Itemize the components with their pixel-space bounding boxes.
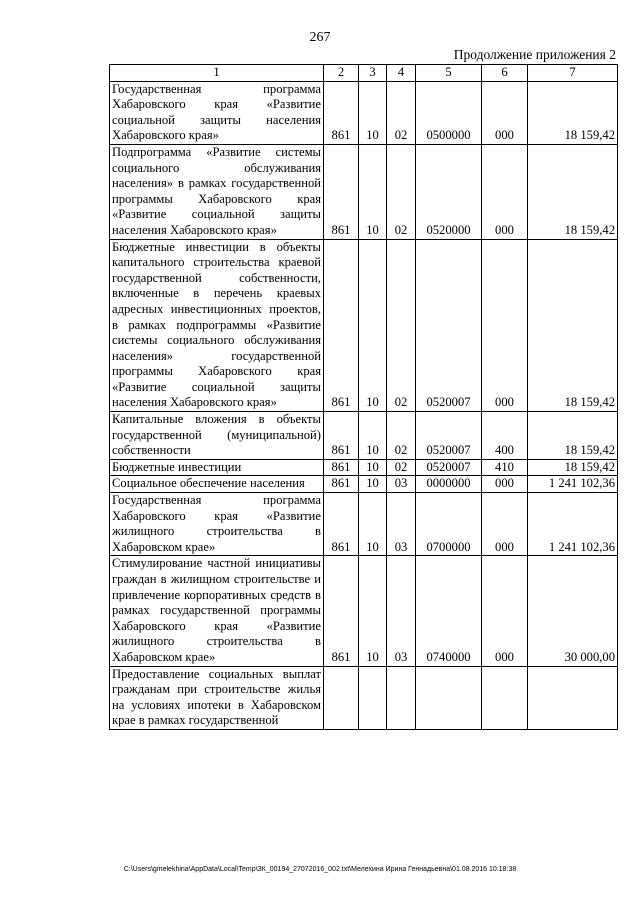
row-subsection-cell: 02 [387,144,416,239]
column-header: 3 [359,65,387,82]
table-row [110,493,618,556]
row-name-cell: Подпрограмма «Развитие системы социального обслуживания населения» в рамках государственной программы Хабаровского края «Развитие социальной защиты населения Хабаровского края» [110,144,324,239]
row-amount-cell: 30 000,00 [528,556,618,666]
row-amount-cell [528,666,618,729]
table-row [110,666,618,729]
row-grbs-cell: 861 [324,493,359,556]
row-section-cell: 10 [359,81,387,144]
row-amount-cell: 18 159,42 [528,412,618,460]
row-name-cell: Государственная программа Хабаровского края «Развитие жилищного строительства в Хабаровском крае» [110,493,324,556]
page-number: 267 [309,30,331,45]
row-subsection-cell [387,666,416,729]
column-header: 7 [528,65,618,82]
row-expense-type-cell: 000 [482,81,528,144]
row-expense-type-cell: 000 [482,556,528,666]
row-expense-type-cell: 000 [482,239,528,412]
row-amount-cell: 18 159,42 [528,239,618,412]
table-row [110,459,618,476]
table-row [110,412,618,460]
row-target-article-cell [416,666,482,729]
row-amount-cell: 18 159,42 [528,81,618,144]
table-row [110,81,618,144]
column-header: 5 [416,65,482,82]
row-section-cell: 10 [359,459,387,476]
row-expense-type-cell: 400 [482,412,528,460]
row-section-cell: 10 [359,412,387,460]
row-grbs-cell: 861 [324,239,359,412]
row-subsection-cell: 02 [387,412,416,460]
column-header: 4 [387,65,416,82]
row-section-cell: 10 [359,493,387,556]
row-section-cell: 10 [359,239,387,412]
row-section-cell: 10 [359,556,387,666]
row-grbs-cell: 861 [324,476,359,493]
budget-table [109,64,618,730]
row-amount-cell: 1 241 102,36 [528,476,618,493]
row-target-article-cell: 0700000 [416,493,482,556]
row-name-cell: Капитальные вложения в объекты государственной (муниципальной) собственности [110,412,324,460]
row-name-cell: Предоставление социальных выплат гражданам при строительстве жилья на условиях ипотеки в Хабаровском крае в рамках государственной [110,666,324,729]
row-grbs-cell: 861 [324,144,359,239]
row-amount-cell: 18 159,42 [528,459,618,476]
row-subsection-cell: 02 [387,459,416,476]
row-subsection-cell: 03 [387,556,416,666]
row-grbs-cell: 861 [324,556,359,666]
row-expense-type-cell [482,666,528,729]
table-row [110,239,618,412]
row-grbs-cell: 861 [324,459,359,476]
row-amount-cell: 1 241 102,36 [528,493,618,556]
row-name-cell: Бюджетные инвестиции в объекты капитального строительства краевой государственной собственности, включенные в перечень краевых адресных инвестиционных проектов, в рамках подпрограммы «Развитие системы социального обслуживания населения» государственной программы Хабаровского края «Развитие социальной защиты населения Хабаровского края» [110,239,324,412]
row-name-cell: Государственная программа Хабаровского края «Развитие социальной защиты населения Хабаровского края» [110,81,324,144]
row-section-cell [359,666,387,729]
row-grbs-cell: 861 [324,81,359,144]
row-name-cell: Социальное обеспечение населения [110,476,324,493]
row-subsection-cell: 03 [387,476,416,493]
column-header: 1 [110,65,324,82]
row-section-cell: 10 [359,144,387,239]
row-name-cell: Стимулирование частной инициативы граждан в жилищном строительстве и привлечение корпоративных средств в рамках государственной программы Хабаровского края «Развитие жилищного строительства в Хабаровском крае» [110,556,324,666]
table-row [110,476,618,493]
row-amount-cell: 18 159,42 [528,144,618,239]
row-target-article-cell: 0740000 [416,556,482,666]
row-target-article-cell: 0520007 [416,412,482,460]
continuation-note: Продолжение приложения 2 [453,47,616,62]
column-header: 6 [482,65,528,82]
row-target-article-cell: 0000000 [416,476,482,493]
table-body [110,81,618,729]
row-name-cell: Бюджетные инвестиции [110,459,324,476]
row-grbs-cell [324,666,359,729]
row-expense-type-cell: 000 [482,493,528,556]
row-expense-type-cell: 410 [482,459,528,476]
row-target-article-cell: 0500000 [416,81,482,144]
column-header: 2 [324,65,359,82]
row-subsection-cell: 03 [387,493,416,556]
row-section-cell: 10 [359,476,387,493]
row-grbs-cell: 861 [324,412,359,460]
row-expense-type-cell: 000 [482,144,528,239]
row-target-article-cell: 0520007 [416,239,482,412]
table-header-row [110,65,618,82]
row-expense-type-cell: 000 [482,476,528,493]
row-subsection-cell: 02 [387,239,416,412]
table-row [110,556,618,666]
row-target-article-cell: 0520007 [416,459,482,476]
table-row [110,144,618,239]
row-target-article-cell: 0520000 [416,144,482,239]
footer-file-path: C:\Users\gmelekhina\AppData\Local\Temp\ЗК_00194_27072016_002.txt\Мелехина Ирина Геннадьевна\01.08.2016 10:18:38 [123,866,517,873]
row-subsection-cell: 02 [387,81,416,144]
